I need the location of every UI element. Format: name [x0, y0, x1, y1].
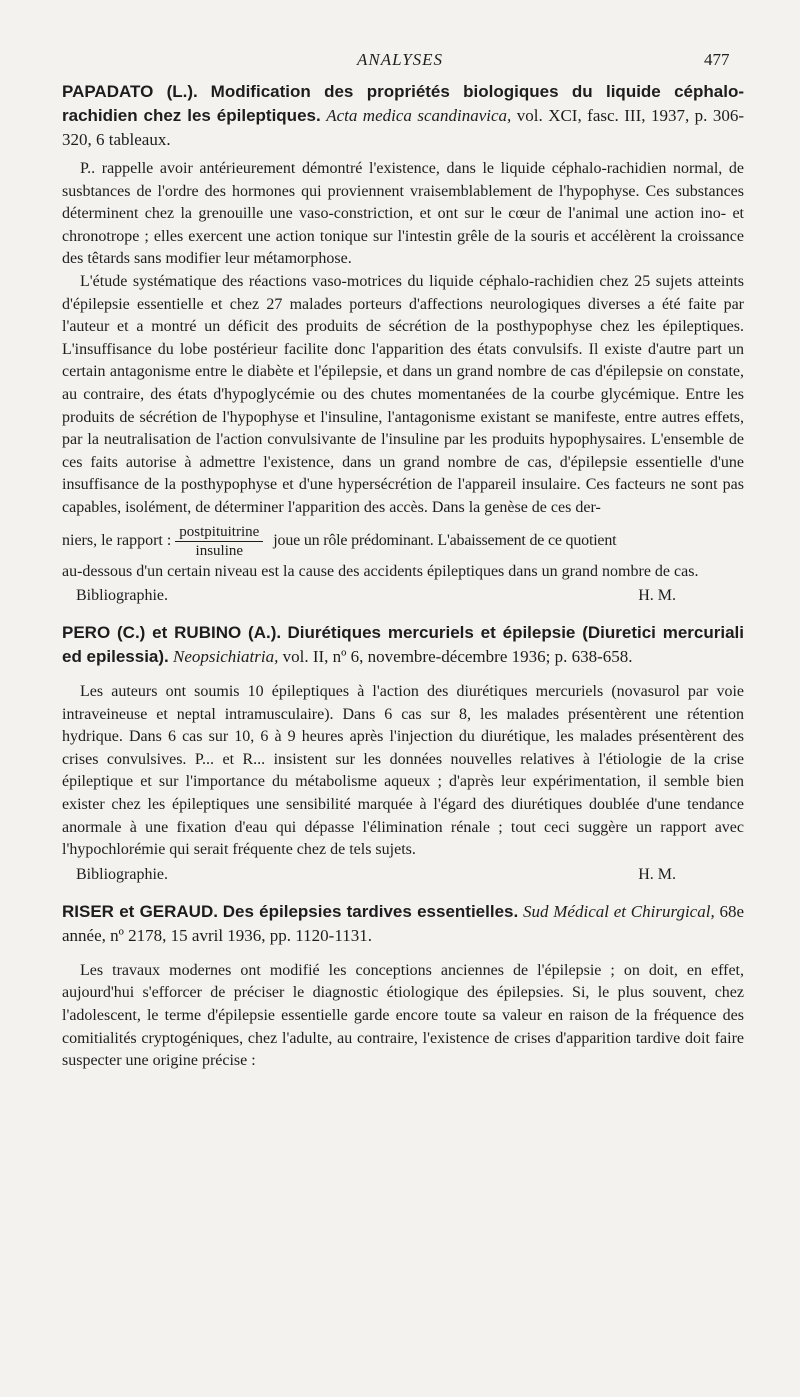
entry-paragraph: L'étude systématique des réactions vaso-motrices du liquide céphalo-rachidien chez 25 sujets atteints d'épilepsie essentielle et chez 27 malades porteurs d'affections neurologiques diverses a été faite par l'auteur et a montré un déficit des produits de sécrétion de la posthypophyse chez les épileptiques. L'insuffisance du lobe postérieur facilite donc l'apparition des états convulsifs. Il existe d'autre part un certain antagonisme entre le diabète et l'épilepsie, et dans un grand nombre de cas d'épilepsie on constate, au contraire, des états d'hypoglycémie ou des chutes momentanées de la courbe glycémique. Entre les produits de sécrétion de l'hypophyse et l'insuline, l'antagonisme existant se manifeste, entre autres effets, par la neutralisation de l'action convulsivante de l'insuline par les produits hypophysaires. L'ensemble de ces faits autorise à admettre l'existence, dans un grand nombre de cas, d'épilepsie essentielle d'une insuffisance de la posthypophyse et d'une hypersécrétion de l'appareil insulaire. Ces facteurs ne sont pas capables, isolément, de déterminer l'apparition des accès. Dans la genèse de ces der-: [62, 272, 744, 516]
ratio-suffix: joue un rôle prédominant. L'abaissement de ce quotient: [273, 532, 617, 549]
entry-title: Modification des propriétés biologiques du liquide céphalo-rachidien chez les épileptiques.: [62, 82, 744, 125]
entry-citation: 68e année, nº 2178, 15 avril 1936, pp. 1120-1131.: [62, 901, 745, 945]
bibliography-note: Bibliographie.: [76, 587, 168, 605]
entry-riser-geraud: [62, 900, 744, 1073]
entry-authors: PAPADATO (L.).: [62, 82, 198, 101]
entry-title: Des épilepsies tardives essentielles.: [222, 901, 519, 921]
entry-authors: PERO (C.) et RUBINO (A.).: [62, 623, 282, 643]
entry-papadato: [62, 80, 744, 607]
running-title: ANALYSES: [356, 50, 444, 69]
entry-footer: [62, 585, 744, 607]
entry-footer: [62, 864, 744, 886]
reviewer-signature: H. M.: [638, 865, 676, 883]
entry-paragraph: P.. rappelle avoir antérieurement démontré l'existence, dans le liquide céphalo-rachidien normal, de susbtances de l'ordre des hormones qui proviennent vraisemblablement de l'hypophyse. Ces substances déterminent chez la grenouille une vaso-constriction, et ont sur le cœur de l'animal une action ino- et chronotrope ; elles exercent une action tonique sur l'intestin grêle de la souris et accélèrent la croissance des têtards sans modifier leur métamorphose.: [62, 160, 744, 268]
entry-journal: Neopsichiatria,: [173, 647, 279, 667]
entry-heading: [62, 900, 744, 948]
entry-paragraph: au-dessous d'un certain niveau est la cause des accidents épileptiques dans un grand nombre de cas.: [62, 562, 699, 580]
entry-citation: vol. XCI, fasc. III, 1937, p. 306-320, 6 tableaux.: [62, 106, 745, 149]
bibliography-note: Bibliographie.: [76, 865, 168, 883]
reviewer-signature: H. M.: [638, 587, 676, 605]
ratio-line: [62, 524, 744, 559]
entry-authors: RISER et GERAUD.: [62, 901, 218, 921]
ratio-numerator: postpituitrine: [175, 524, 263, 542]
entry-heading: [62, 80, 744, 152]
ratio-prefix: niers, le rapport :: [62, 532, 172, 549]
entry-paragraph: Les auteurs ont soumis 10 épileptiques à l'action des diurétiques mercuriels (novasurol par voie intraveineuse et neptal intramusculaire). Dans 6 cas sur 8, les malades présentèrent une rétention hydrique. Dans 6 cas sur 10, 6 à 9 heures après l'injection du diurétique, les malades présentèrent des crises convulsives. P... et R... insistent sur les données nouvelles relatives à l'étiologie de la crise épileptique et sur l'importance du métabolisme aqueux ; d'après leur expérimentation, il semble bien exister chez les épileptiques une sensibilité marquée à l'égard des diurétiques doublée d'une tendance anormale à une fixation d'eau qui dépasse l'élimination rénale ; tout ceci suggère un rapport avec l'hypochlorémie qui serait fréquente chez de tels sujets.: [62, 683, 744, 859]
entry-heading: [62, 621, 744, 669]
page-content: [62, 80, 744, 1073]
entry-title: Diurétiques mercuriels et épilepsie (Diuretici mercuriali ed epilessia).: [62, 623, 745, 667]
entry-journal: Acta medica scandinavica,: [326, 106, 512, 125]
entry-journal: Sud Médical et Chirurgical,: [523, 901, 715, 921]
entry-pero-rubino: [62, 621, 744, 886]
entry-citation: vol. II, nº 6, novembre-décembre 1936; p. 638-658.: [282, 647, 633, 667]
page-number: 477: [704, 50, 730, 69]
entry-paragraph: Les travaux modernes ont modifié les conceptions anciennes de l'épilepsie ; on doit, en effet, aujourd'hui s'efforcer de préciser le diagnostic étiologique des épilepsies. Si, le plus souvent, chez l'adolescent, le terme d'épilepsie essentielle garde encore toute sa valeur en raison de la fréquence des comitialités cryptogéniques, chez l'adulte, au contraire, l'existence de crises d'apparition tardive doit faire suspecter une origine précise :: [62, 961, 744, 1070]
ratio-denominator: insuline: [195, 542, 244, 559]
ratio-fraction: [175, 524, 263, 559]
